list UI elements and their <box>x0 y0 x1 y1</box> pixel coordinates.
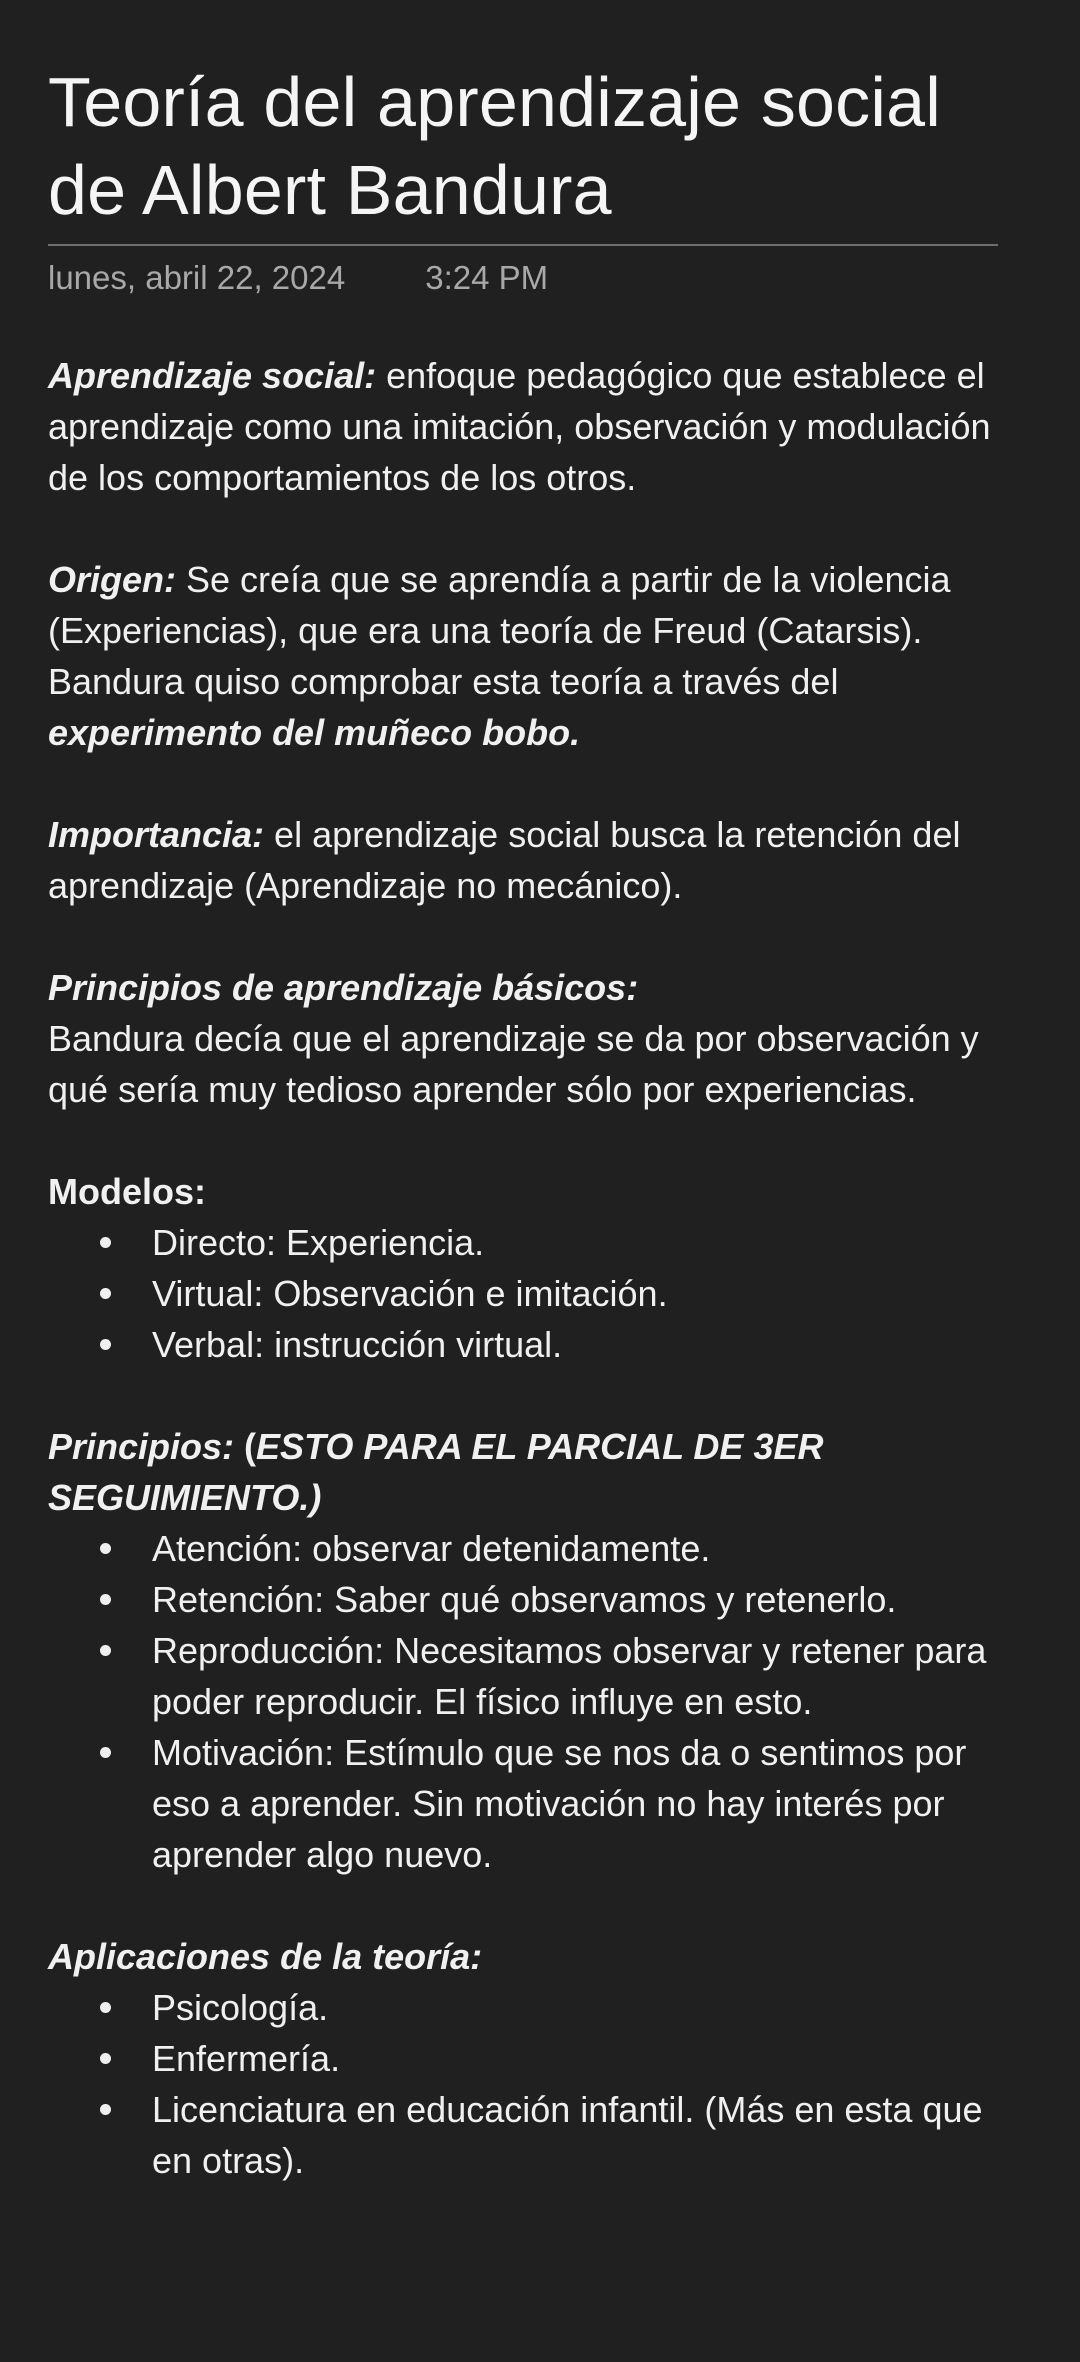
list-item <box>48 1523 1020 1574</box>
label-modelos: Modelos: <box>48 1171 206 1212</box>
list-item-text: Reproducción: Necesitamos observar y retener para poder reproducir. El físico influye en esto. <box>152 1630 987 1722</box>
paragraph-importancia <box>48 809 1020 911</box>
note-title[interactable] <box>48 58 1020 234</box>
list-item-text: Motivación: Estímulo que se nos da o sentimos por eso a aprender. Sin motivación no hay interés por aprender algo nuevo. <box>152 1732 967 1875</box>
note-meta <box>48 258 1020 298</box>
label-principios-basicos: Principios de aprendizaje básicos: <box>48 967 639 1008</box>
bullet-icon <box>100 1237 111 1248</box>
bullet-icon <box>100 1594 111 1605</box>
list-principios <box>48 1523 1020 1880</box>
section-aplicaciones <box>48 1931 1020 2186</box>
paragraph-aprendizaje-social <box>48 350 1020 503</box>
list-item <box>48 1319 1020 1370</box>
emphasis-origen: experimento del muñeco bobo. <box>48 712 581 753</box>
list-item <box>48 2033 1020 2084</box>
list-item-text: Psicología. <box>152 1987 329 2028</box>
list-item-text: Atención: observar detenidamente. <box>152 1528 711 1569</box>
list-modelos <box>48 1217 1020 1370</box>
label-principios: Principios: <box>48 1426 235 1467</box>
list-item-text: Licenciatura en educación infantil. (Más en esta que en otras). <box>152 2089 983 2181</box>
bullet-icon <box>100 1339 111 1350</box>
note-title-line-2: de Albert Bandura <box>48 151 612 229</box>
text-importancia: el aprendizaje social busca la retención del aprendizaje (Aprendizaje no mecánico). <box>48 814 961 906</box>
list-item <box>48 1727 1020 1880</box>
bullet-icon <box>100 2053 111 2064</box>
bullet-icon <box>100 1747 111 1758</box>
paren-principios: ( <box>234 1426 257 1467</box>
label-origen: Origen: <box>48 559 177 600</box>
list-item <box>48 1574 1020 1625</box>
note-date: lunes, abril 22, 2024 <box>48 259 346 296</box>
list-item-text: Virtual: Observación e imitación. <box>152 1273 668 1314</box>
heading-principios <box>48 1421 1020 1523</box>
bullet-icon <box>100 2002 111 2013</box>
section-principios <box>48 1421 1020 1880</box>
paragraph-origen <box>48 554 1020 758</box>
label-importancia: Importancia: <box>48 814 265 855</box>
bullet-icon <box>100 1288 111 1299</box>
bullet-icon <box>100 1543 111 1554</box>
list-item <box>48 1982 1020 2033</box>
title-divider <box>48 244 998 246</box>
section-modelos <box>48 1166 1020 1370</box>
text-origen: Se creía que se aprendía a partir de la violencia (Experiencias), que era una teoría de Freud (Catarsis). Bandura quiso comprobar esta teoría a través del <box>48 559 951 702</box>
text-principios-basicos: Bandura decía que el aprendizaje se da por observación y qué sería muy tedioso aprender sólo por experiencias. <box>48 1018 979 1110</box>
bullet-icon <box>100 1645 111 1656</box>
list-item-text: Verbal: instrucción virtual. <box>152 1324 563 1365</box>
list-item-text: Enfermería. <box>152 2038 341 2079</box>
list-item-text: Directo: Experiencia. <box>152 1222 485 1263</box>
note-title-line-1: Teoría del aprendizaje social <box>48 63 942 141</box>
label-aprendizaje-social: Aprendizaje social: <box>48 355 377 396</box>
note-time: 3:24 PM <box>425 259 549 296</box>
text-aprendizaje-social: enfoque pedagógico que establece el aprendizaje como una imitación, observación y modulación de los comportamientos de los otros. <box>48 355 991 498</box>
list-aplicaciones <box>48 1982 1020 2186</box>
list-item <box>48 1625 1020 1727</box>
section-principios-basicos <box>48 962 1020 1115</box>
list-item <box>48 2084 1020 2186</box>
list-item-text: Retención: Saber qué observamos y retenerlo. <box>152 1579 897 1620</box>
emphasis-principios: ESTO PARA EL PARCIAL DE 3ER SEGUIMIENTO.) <box>48 1426 824 1518</box>
list-item <box>48 1217 1020 1268</box>
note-body[interactable] <box>48 350 1020 2186</box>
bullet-icon <box>100 2104 111 2115</box>
list-item <box>48 1268 1020 1319</box>
label-aplicaciones: Aplicaciones de la teoría: <box>48 1936 483 1977</box>
